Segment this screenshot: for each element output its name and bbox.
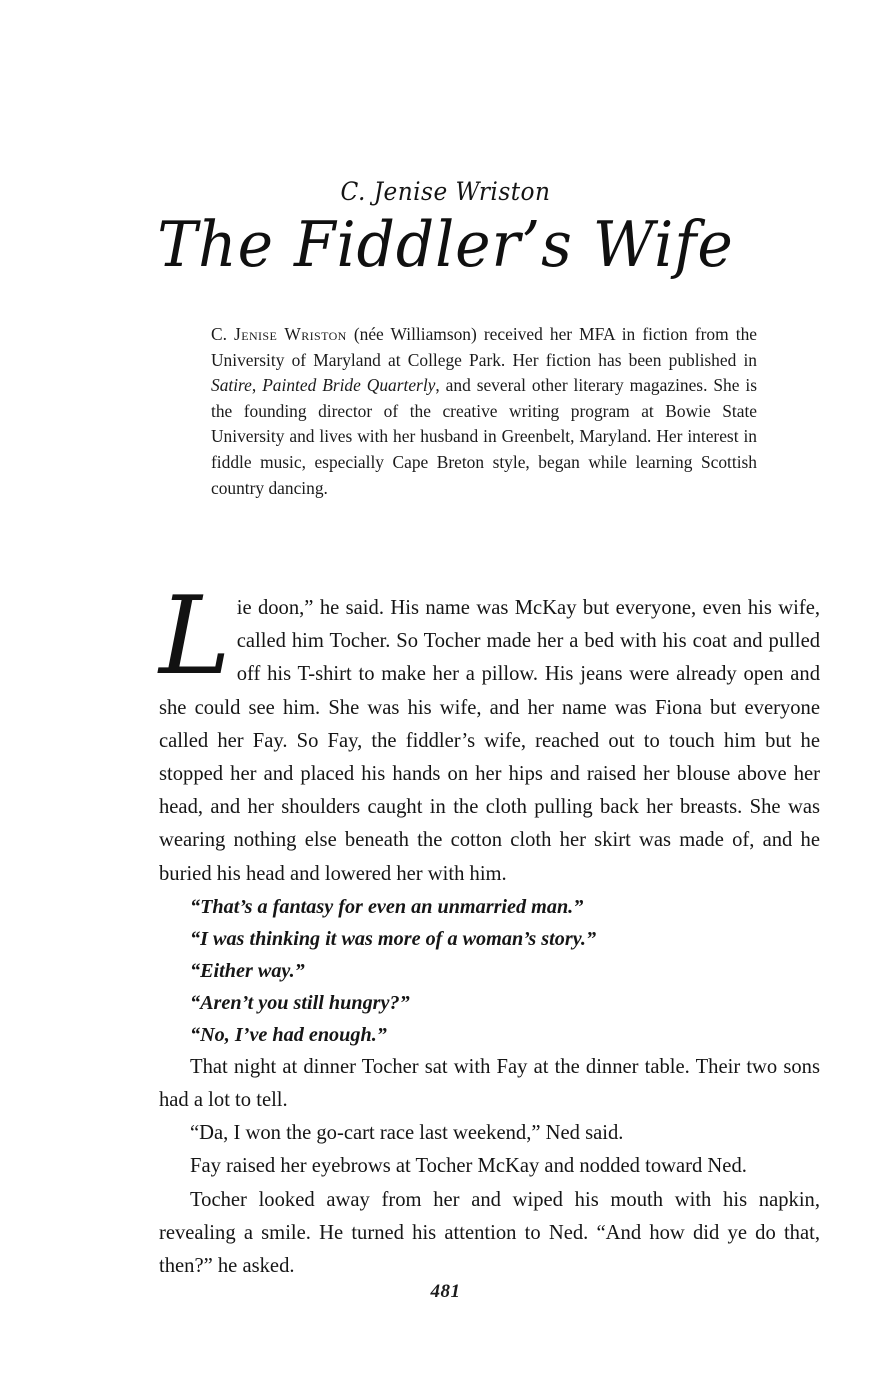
- body-paragraph: Tocher looked away from her and wiped his mouth with his napkin, revealing a smile. He turned his attention to Ned. “And how did ye do that, then?” he asked.: [159, 1188, 820, 1278]
- author-byline: C. Jenise Wriston: [340, 177, 551, 206]
- body-paragraph: Fay raised her eyebrows at Tocher McKay and nodded toward Ned.: [190, 1155, 747, 1178]
- dialogue-line: “I was thinking it was more of a woman’s story.”: [190, 927, 597, 950]
- title-block: [0, 177, 891, 281]
- bio-journal-title-satire: Satire: [211, 375, 252, 396]
- dialogue-line: “That’s a fantasy for even an unmarried man.”: [190, 895, 584, 918]
- page-title: The Fiddler’s Wife: [157, 207, 734, 281]
- bio-journal-title-painted-bride-quarterly: Painted Bride Quarterly: [262, 375, 436, 396]
- opening-paragraph: [159, 574, 820, 891]
- story-body: [159, 574, 820, 1283]
- bio-separator: ,: [251, 375, 263, 396]
- opening-paragraph-text: ie doon,” he said. His name was McKay but everyone, even his wife, called him Tocher. So Tocher made her a bed with his coat and pulled off his T-shirt to make her a pillow. His jeans were already open and she could see him. She was his wife, and her name was Fiona but everyone called her Fay. So Fay, the fiddler’s wife, reached out to touch him but he stopped her and placed his hands on her hips and raised her blouse above her head, and her shoulders caught in the cloth pulling back her breasts. She was wearing nothing else beneath the cotton cloth her skirt was made of, and he buried his head and lowered her with him.: [159, 597, 820, 885]
- dialogue-exchange: [159, 891, 820, 1051]
- body-paragraph: That night at dinner Tocher sat with Fay at the dinner table. Their two sons had a lot to tell.: [159, 1055, 820, 1112]
- body-paragraph: “Da, I won the go-cart race last weekend,” Ned said.: [190, 1122, 624, 1145]
- dialogue-line: “Aren’t you still hungry?”: [190, 991, 410, 1014]
- dialogue-line: “Either way.”: [190, 959, 305, 982]
- page-number: 481: [430, 1281, 461, 1302]
- bio-author-name: Jenise Wriston: [234, 324, 347, 344]
- bio-author-initial: C.: [211, 324, 235, 344]
- dialogue-line: “No, I’ve had enough.”: [190, 1023, 387, 1046]
- drop-cap-letter: L: [159, 574, 231, 699]
- bio-text-segment-2: , and several other literary magazines. She is the founding director of the creative writing program at Bowie State University and lives with her husband in Greenbelt, Maryland. Her interest in fiddle music, especially Cape Breton style, began while learning Scottish country dancing.: [211, 375, 757, 498]
- author-biography: [211, 322, 757, 501]
- bio-text-segment-1: (née Williamson) received her MFA in fiction from the University of Maryland at College Park. Her fiction has been published in: [211, 324, 757, 370]
